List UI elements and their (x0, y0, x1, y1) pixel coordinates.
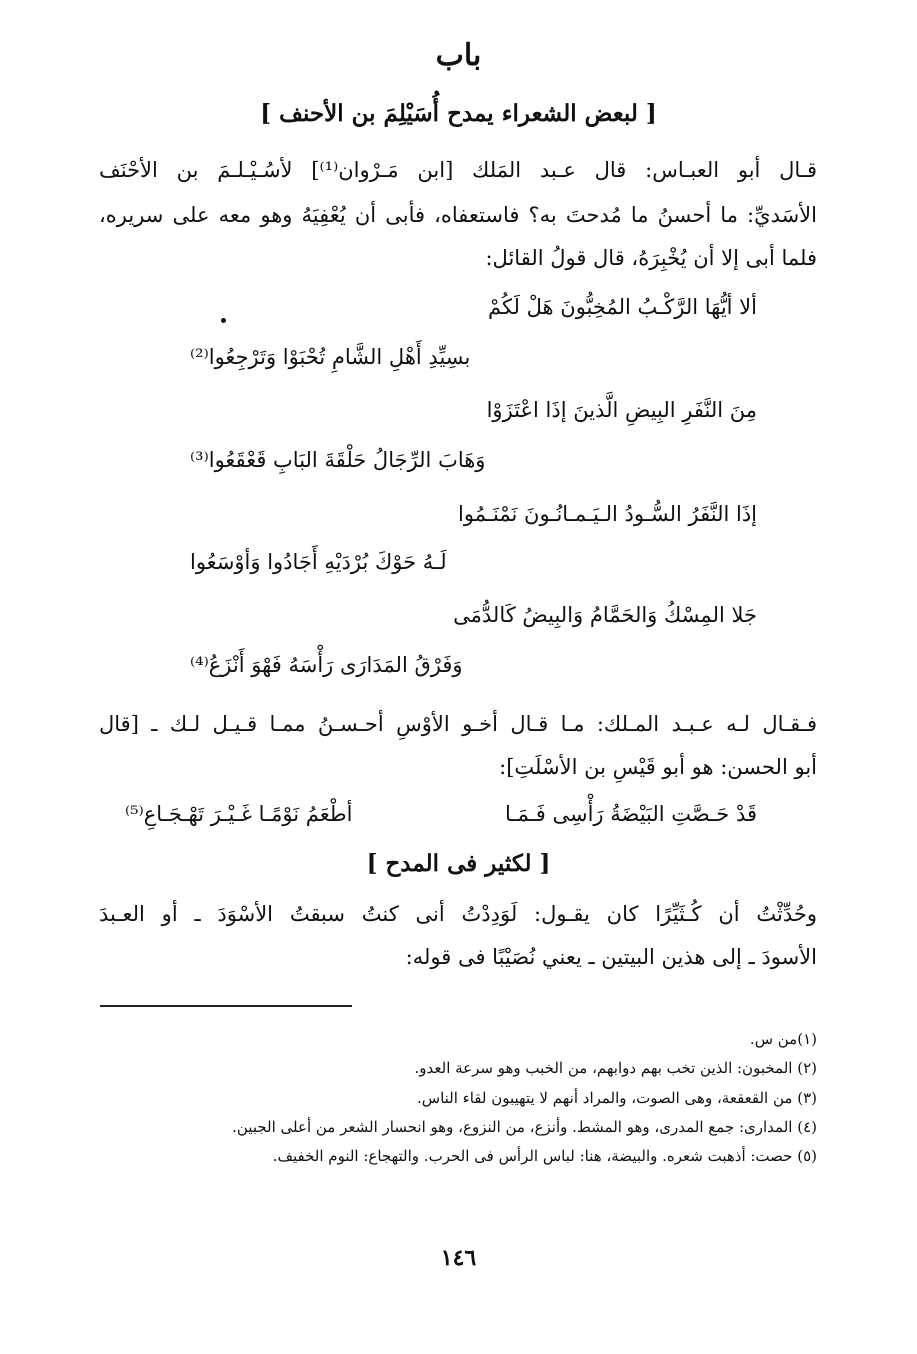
footnote-5: (٥) حصت: أذهبت شعره. والبيضة، هنا: لباس الرأس فى الحرب. والتهجاع: النوم الخفيف. (272, 1147, 817, 1165)
paragraph-1-line-1: قـال أبو العبـاس: قال عـبد المَلك [ابن مَـرْوان⁽¹⁾] لأسُـيْـلـمَ بن الأحْنَف (99, 158, 817, 182)
verse-line: لَـهُ حَوْكَ بُرْدَيْهِ أَجَادُوا وَأوْسَعُوا (190, 550, 447, 574)
verse-line: وَفَرْقُ المَدَارَى رَأْسَهُ فَهْوَ أَنْزَعُ⁽⁴⁾ (190, 653, 463, 677)
verse-hemistich-left: أطْعَمُ نَوْمًـا غَـيْـرَ تَهْـجَـاعِ⁽⁵⁾ (125, 802, 353, 826)
verse-line: مِنَ النَّفَرِ البِيضِ الَّذينَ إذَا اعْتَزَوْا (486, 398, 757, 422)
verse-line: إذَا النَّفَرُ السُّـودُ الـيَـمـانُـونَ نَمْنَـمُوا (458, 502, 757, 526)
paragraph-1-line-2: الأسَديِّ: ما أحسنُ ما مُدحتَ به؟ فاستعفاه، فأبى أن يُعْفِيَهُ وهو معه على سريره، (99, 203, 817, 227)
footnote-4: (٤) المدارى: جمع المدرى، وهو المشط. وأنزع، من النزوع، وهو انحسار الشعر من أعلى الجبين. (232, 1118, 817, 1136)
paragraph-2-line-1: فـقـال لـه عـبـد المـلك: مـا قـال أخـو الأوْسِ أحـسـنُ ممـا قـيـل لـك ـ [قال (99, 712, 817, 736)
chapter-heading: باب (435, 38, 482, 73)
page-number: ١٤٦ (440, 1245, 477, 1271)
section-heading-2: [ لكثير فى المدح ] (366, 850, 551, 877)
ink-dot (221, 318, 226, 323)
verse-line: جَلا المِسْكُ وَالحَمَّامُ وَالبِيضُ كَالدُّمَى (453, 603, 757, 627)
paragraph-3-line-2: الأسودَ ـ إلى هذين البيتين ـ يعني نُصَيْبًا فى قوله: (405, 945, 817, 969)
section-heading-1: [ لبعض الشعراء يمدح أُسَيْلِمَ بن الأحنف ] (260, 100, 657, 127)
verse-line: بسِيِّدِ أَهْلِ الشَّامِ تُحْبَوْا وَتَرْجِعُوا⁽²⁾ (190, 345, 471, 369)
verse-hemistich-right: قَدْ حَـصَّتِ البَيْضَةُ رَأْسِى فَـمَـا (504, 802, 757, 826)
footnote-separator (100, 1005, 352, 1007)
verse-line: ألا أيُّهَا الرَّكْـبُ المُخِبُّونَ هَلْ لَكُمْ (487, 295, 757, 319)
footnote-3: (٣) من القعقعة، وهى الصوت، والمراد أنهم لا يتهيبون لقاء الناس. (417, 1089, 817, 1107)
footnote-1: (١)من س. (749, 1030, 817, 1048)
paragraph-2-line-2: أبو الحسن: هو أبو قَيْسِ بن الأسْلَتِ]: (499, 755, 817, 779)
paragraph-1-line-3: فلما أبى إلا أن يُخْبِرَهُ، قال قولُ القائل: (485, 246, 817, 270)
paragraph-3-line-1: وحُدِّثْتُ أن كُـثَيِّرًا كان يقـول: لَوَدِدْتُ أنى كنتُ سبقتُ الأسْوَدَ ـ أو العـبدَ (99, 902, 817, 926)
footnote-2: (٢) المخبون: الذين تخب بهم دوابهم، من الخبب وهو سرعة العدو. (414, 1059, 817, 1077)
verse-line: وَهَابَ الرِّجَالُ حَلْقَةَ البَابِ قَعْقَعُوا⁽³⁾ (190, 448, 486, 472)
